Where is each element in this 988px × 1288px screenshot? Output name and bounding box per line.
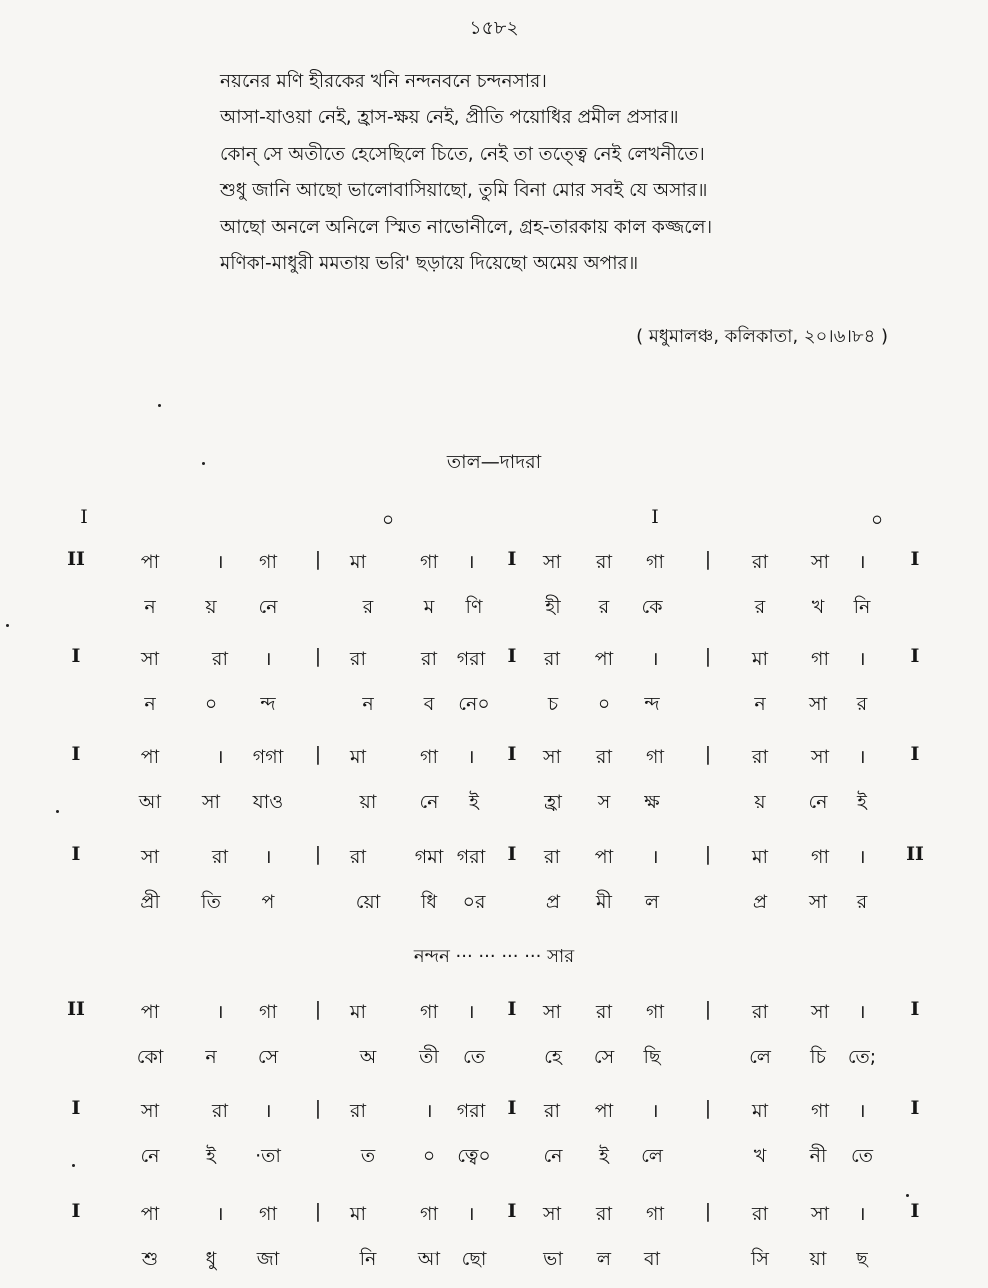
bar-marker-start: I	[71, 1097, 81, 1119]
note-symbol: সা	[810, 551, 830, 573]
lyric-syllable: প্র	[545, 891, 561, 913]
note-symbol: ।	[651, 846, 659, 868]
bar-marker-start: I	[71, 843, 81, 865]
lyric-syllable: চ	[547, 693, 559, 715]
note-symbol: রা	[596, 746, 612, 768]
lyric-syllable: য়	[205, 596, 217, 618]
note-symbol: ।	[467, 551, 475, 573]
lyric-syllable: ই	[206, 1145, 216, 1167]
lyric-syllable: নে	[808, 791, 828, 813]
lyric-syllable: প্রী	[140, 891, 160, 913]
note-symbol: গা	[259, 551, 277, 573]
lyric-syllable: হে	[544, 1046, 562, 1068]
beat-marker: I	[80, 506, 88, 528]
bar-line: |	[314, 548, 322, 570]
bar-line: |	[704, 998, 712, 1020]
bar-line: I	[507, 998, 517, 1020]
note-symbol: ।	[858, 1203, 866, 1225]
note-symbol: রা	[212, 648, 228, 670]
lyric-syllable: ন্দ	[260, 693, 276, 715]
note-symbol: গা	[646, 551, 664, 573]
lyric-syllable: খ	[811, 596, 825, 618]
lyric-syllable: ন	[144, 596, 156, 618]
lyric-syllable: ন	[205, 1046, 217, 1068]
bar-marker-end: I	[910, 1200, 920, 1222]
note-symbol: গা	[646, 1001, 664, 1023]
note-symbol: পা	[140, 551, 160, 573]
bar-line: |	[704, 1097, 712, 1119]
note-symbol: রা	[596, 551, 612, 573]
lyric-syllable: তে;	[847, 1046, 877, 1068]
note-symbol: ।	[216, 551, 224, 573]
bar-line: I	[507, 1097, 517, 1119]
lyric-syllable: তে	[851, 1145, 873, 1167]
lyric-syllable: র	[856, 693, 868, 715]
lyric-syllable: ম	[423, 596, 435, 618]
lyric-syllable: সা	[201, 791, 221, 813]
lyric-syllable: ভা	[543, 1248, 563, 1270]
note-symbol: সা	[140, 846, 160, 868]
lyric-syllable: নে	[258, 596, 278, 618]
note-symbol: ।	[216, 746, 224, 768]
lyric-syllable: র	[754, 596, 766, 618]
lyric-syllable: প	[261, 891, 275, 913]
lyric-syllable: ধু	[205, 1248, 217, 1270]
note-symbol: গা	[646, 746, 664, 768]
note-symbol: রা	[544, 648, 560, 670]
note-symbol: ।	[467, 1203, 475, 1225]
lyric-syllable: অ	[359, 1046, 377, 1068]
note-symbol: সা	[542, 746, 562, 768]
bar-marker-start: I	[71, 743, 81, 765]
lyric-syllable: নি	[853, 596, 871, 618]
speck	[202, 462, 205, 465]
bar-marker-start: I	[71, 645, 81, 667]
note-symbol: রা	[350, 846, 366, 868]
bar-line: I	[507, 743, 517, 765]
note-symbol: ।	[651, 1100, 659, 1122]
bar-marker-start: I	[71, 1200, 81, 1222]
lyric-syllable: ন্দ	[644, 693, 660, 715]
lyric-syllable: কে	[641, 596, 663, 618]
note-symbol: ।	[858, 846, 866, 868]
note-symbol: পা	[140, 1203, 160, 1225]
poem-line: মণিকা-মাধুরী মমতায় ভরি' ছড়ায়ে দিয়েছো অমেয় অপার॥	[220, 253, 639, 275]
bar-line: |	[704, 1200, 712, 1222]
note-symbol: গা	[811, 648, 829, 670]
note-symbol: গা	[259, 1203, 277, 1225]
bar-line: |	[314, 1097, 322, 1119]
note-symbol: গা	[420, 551, 438, 573]
page-number: ১৫৮২	[469, 17, 519, 39]
lyric-syllable: সে	[593, 1046, 615, 1068]
lyric-syllable: নে	[140, 1145, 160, 1167]
lyric-syllable: সা	[808, 693, 828, 715]
note-symbol: ।	[858, 1100, 866, 1122]
bar-line: |	[704, 645, 712, 667]
lyric-syllable: সে	[257, 1046, 279, 1068]
lyric-syllable: ত	[360, 1145, 376, 1167]
bar-marker-end: II	[906, 843, 924, 865]
lyric-syllable: সা	[808, 891, 828, 913]
note-symbol: ।	[216, 1203, 224, 1225]
lyric-syllable: ০	[597, 693, 611, 715]
bar-line: |	[704, 548, 712, 570]
note-symbol: মা	[751, 648, 769, 670]
note-symbol: গরা	[456, 648, 486, 670]
lyric-syllable: ব	[423, 693, 435, 715]
note-symbol: সা	[810, 1001, 830, 1023]
note-symbol: গরা	[456, 846, 486, 868]
lyric-syllable: ই	[857, 791, 867, 813]
lyric-syllable: ই	[599, 1145, 609, 1167]
lyric-syllable: মী	[596, 891, 612, 913]
lyric-syllable: তী	[419, 1046, 439, 1068]
bar-line: |	[314, 998, 322, 1020]
lyric-syllable: নি	[359, 1248, 377, 1270]
bar-marker-start: II	[67, 548, 85, 570]
bar-marker-start: II	[67, 998, 85, 1020]
poem	[220, 64, 920, 282]
beat-marker: ০	[870, 509, 884, 531]
poem-line: শুধু জানি আছো ভালোবাসিয়াছো, তুমি বিনা মোর সবই যে অসার॥	[220, 180, 708, 202]
lyric-syllable: ছি	[643, 1046, 661, 1068]
note-symbol: গা	[646, 1203, 664, 1225]
note-symbol: সা	[542, 1001, 562, 1023]
lyric-syllable: র	[856, 891, 868, 913]
lyric-syllable: নে	[419, 791, 439, 813]
note-symbol: গা	[420, 1001, 438, 1023]
lyric-syllable: নী	[809, 1145, 827, 1167]
note-symbol: ।	[425, 1100, 433, 1122]
speck	[906, 1194, 909, 1197]
speck	[158, 404, 161, 407]
speck	[72, 1164, 75, 1167]
speck	[56, 810, 59, 813]
lyric-syllable: তে	[463, 1046, 485, 1068]
note-symbol: গা	[811, 1100, 829, 1122]
note-symbol: সা	[542, 551, 562, 573]
note-symbol: সা	[542, 1203, 562, 1225]
lyric-syllable: ত্বে০	[457, 1145, 491, 1167]
bar-line: |	[314, 843, 322, 865]
lyric-syllable: ০	[204, 693, 218, 715]
lyric-syllable: লে	[641, 1145, 663, 1167]
bar-line: I	[507, 548, 517, 570]
lyric-syllable: ধি	[420, 891, 438, 913]
bar-marker-end: I	[910, 548, 920, 570]
lyric-syllable: জা	[256, 1248, 280, 1270]
note-symbol: পা	[594, 648, 614, 670]
note-symbol: গা	[420, 1203, 438, 1225]
note-symbol: ।	[858, 648, 866, 670]
lyric-syllable: নে০	[458, 693, 490, 715]
note-symbol: সা	[810, 1203, 830, 1225]
beat-marker: ০	[381, 509, 395, 531]
note-symbol: মা	[349, 1203, 367, 1225]
poem-line: আছো অনলে অনিলে স্মিত নাভোনীলে, গ্রহ-তারকায় কাল কজ্জলে।	[220, 216, 713, 238]
note-symbol: গগা	[252, 746, 284, 768]
note-symbol: সা	[810, 746, 830, 768]
note-symbol: মা	[751, 846, 769, 868]
note-symbol: রা	[212, 846, 228, 868]
note-symbol: রা	[421, 648, 437, 670]
bar-marker-end: I	[910, 743, 920, 765]
note-symbol: মা	[349, 551, 367, 573]
bar-line: |	[314, 1200, 322, 1222]
lyric-syllable: য়া	[809, 1248, 827, 1270]
lyric-syllable: র	[362, 596, 374, 618]
lyric-syllable: ন	[144, 693, 156, 715]
poem-line: কোন্ সে অতীতে হেসেছিলে চিতে, নেই তা তত্ত্বে নেই লেখনীতে।	[220, 143, 705, 165]
note-symbol: রা	[752, 1203, 768, 1225]
note-symbol: ।	[467, 746, 475, 768]
lyric-syllable: ০র	[462, 891, 486, 913]
note-symbol: গা	[420, 746, 438, 768]
note-symbol: মা	[751, 1100, 769, 1122]
lyric-syllable: বা	[643, 1248, 661, 1270]
poem-line: নয়নের মণি হীরকের খনি নন্দনবনে চন্দনসার।	[220, 71, 547, 92]
note-symbol: ।	[651, 648, 659, 670]
bar-line: I	[507, 1200, 517, 1222]
note-symbol: ।	[467, 1001, 475, 1023]
note-symbol: পা	[594, 846, 614, 868]
bar-line: I	[507, 645, 517, 667]
bar-marker-end: I	[910, 1097, 920, 1119]
note-symbol: গমা	[414, 846, 444, 868]
lyric-syllable: র	[598, 596, 610, 618]
note-symbol: রা	[350, 648, 366, 670]
note-symbol: রা	[596, 1001, 612, 1023]
lyric-syllable: ·তা	[255, 1145, 281, 1167]
note-symbol: রা	[544, 846, 560, 868]
lyric-syllable: খ	[753, 1145, 767, 1167]
lyric-syllable: ন	[754, 693, 766, 715]
bar-marker-end: I	[910, 645, 920, 667]
lyric-syllable: ল	[644, 891, 660, 913]
bar-line: |	[704, 743, 712, 765]
poem-line: আসা-যাওয়া নেই, হ্রাস-ক্ষয় নেই, প্রীতি পয়োধির প্রমীল প্রসার॥	[220, 107, 679, 129]
lyric-syllable: ছো	[461, 1248, 487, 1270]
note-symbol: গা	[259, 1001, 277, 1023]
bar-marker-end: I	[910, 998, 920, 1020]
lyric-syllable: ক্ষ	[644, 791, 660, 813]
note-symbol: গরা	[456, 1100, 486, 1122]
note-symbol: পা	[140, 746, 160, 768]
note-symbol: রা	[350, 1100, 366, 1122]
lyric-syllable: যাও	[252, 791, 284, 813]
lyric-syllable: নে	[543, 1145, 563, 1167]
lyric-syllable: কো	[136, 1046, 164, 1068]
note-symbol: সা	[140, 1100, 160, 1122]
lyric-syllable: লে	[749, 1046, 771, 1068]
tala-heading: তাল—দাদরা	[446, 451, 542, 473]
note-symbol: মা	[349, 1001, 367, 1023]
note-symbol: রা	[752, 551, 768, 573]
note-symbol: রা	[212, 1100, 228, 1122]
lyric-syllable: আ	[138, 791, 162, 813]
lyric-syllable: সি	[751, 1248, 769, 1270]
note-symbol: মা	[349, 746, 367, 768]
lyric-syllable: ণি	[465, 596, 483, 618]
lyric-syllable: তি	[201, 891, 221, 913]
note-symbol: ।	[264, 846, 272, 868]
note-symbol: ।	[858, 746, 866, 768]
lyric-syllable: য়ো	[355, 891, 381, 913]
bar-line: |	[314, 645, 322, 667]
bar-line: |	[314, 743, 322, 765]
lyric-syllable: চি	[810, 1046, 826, 1068]
bar-line: |	[704, 843, 712, 865]
beat-marker: I	[651, 506, 659, 528]
note-symbol: গা	[811, 846, 829, 868]
note-symbol: পা	[140, 1001, 160, 1023]
note-symbol: ।	[858, 551, 866, 573]
lyric-syllable: য়া	[359, 791, 377, 813]
source-citation: ( মধুমালঞ্চ, কলিকাতা, ২০।৬।৮৪ )	[636, 326, 888, 347]
note-symbol: পা	[594, 1100, 614, 1122]
note-symbol: ।	[264, 1100, 272, 1122]
note-symbol: সা	[140, 648, 160, 670]
note-symbol: রা	[752, 746, 768, 768]
lyric-syllable: ই	[469, 791, 479, 813]
lyric-syllable: স	[597, 791, 611, 813]
note-symbol: ।	[216, 1001, 224, 1023]
bar-line: I	[507, 843, 517, 865]
note-symbol: ।	[264, 648, 272, 670]
lyric-syllable: ল	[596, 1248, 612, 1270]
lyric-syllable: হ্রা	[544, 791, 562, 813]
lyric-syllable: আ	[417, 1248, 441, 1270]
note-symbol: রা	[596, 1203, 612, 1225]
lyric-syllable: য়	[754, 791, 766, 813]
lyric-syllable: ০	[422, 1145, 436, 1167]
refrain-marker: নন্দন ··· ··· ··· ··· সার	[413, 946, 575, 967]
note-symbol: ।	[858, 1001, 866, 1023]
lyric-syllable: প্র	[752, 891, 768, 913]
note-symbol: রা	[544, 1100, 560, 1122]
lyric-syllable: ন	[362, 693, 374, 715]
lyric-syllable: শু	[141, 1248, 159, 1270]
speck	[6, 624, 9, 627]
note-symbol: রা	[752, 1001, 768, 1023]
lyric-syllable: হী	[545, 596, 561, 618]
lyric-syllable: ছ	[856, 1248, 868, 1270]
